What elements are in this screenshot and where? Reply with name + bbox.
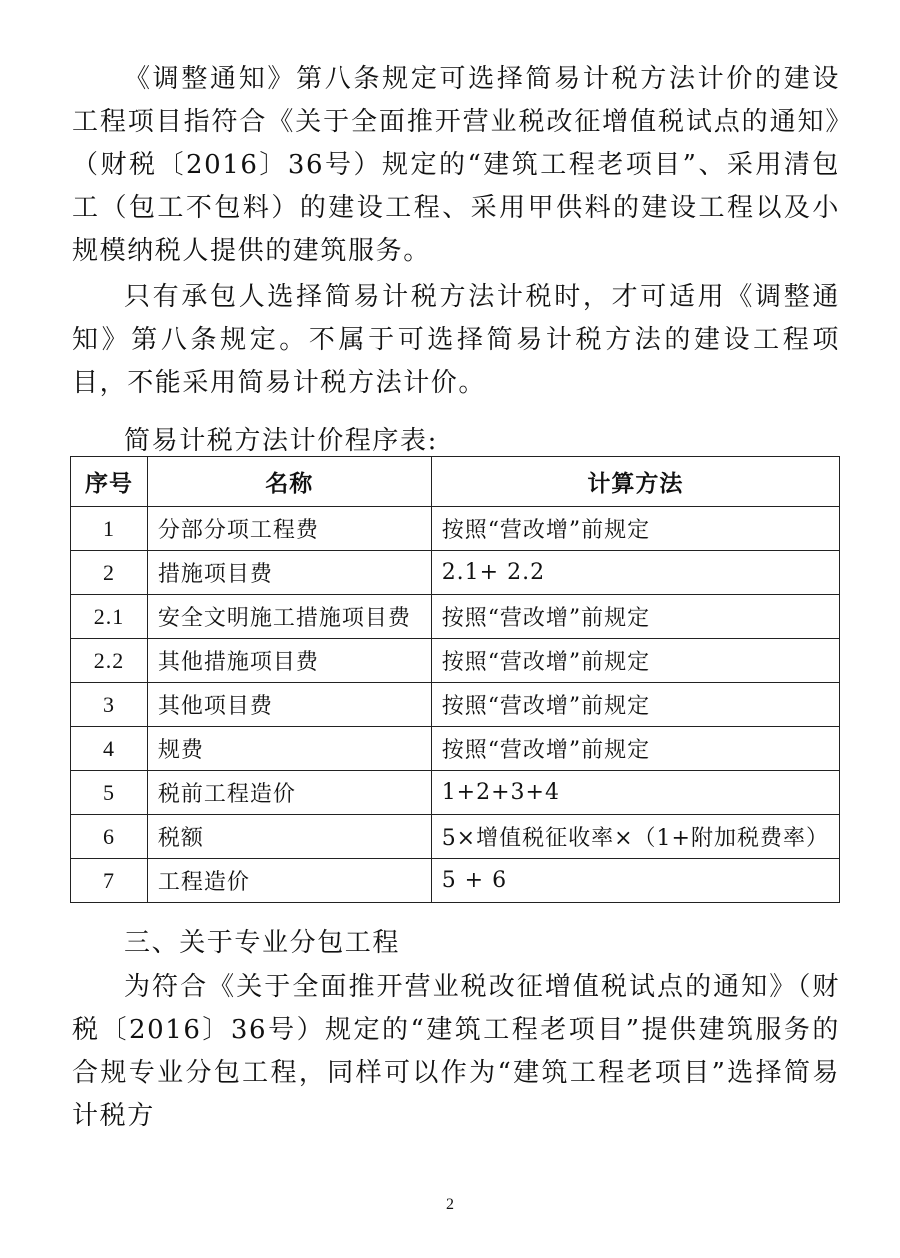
row-name: 税前工程造价: [147, 771, 431, 815]
row-seq: 3: [71, 683, 148, 727]
row-name: 其他项目费: [147, 683, 431, 727]
row-method: 按照“营改增”前规定: [431, 683, 839, 727]
header-method: 计算方法: [431, 457, 839, 507]
row-method: 按照“营改增”前规定: [431, 507, 839, 551]
row-seq: 2.1: [71, 595, 148, 639]
table-row: [71, 595, 840, 639]
row-name: 规费: [147, 727, 431, 771]
table-row: [71, 683, 840, 727]
table-row: [71, 771, 840, 815]
table-header-row: [71, 457, 840, 507]
table-row: [71, 551, 840, 595]
row-seq: 1: [71, 507, 148, 551]
row-name: 分部分项工程费: [147, 507, 431, 551]
table-row: [71, 507, 840, 551]
page-number: 2: [446, 1196, 454, 1213]
row-method: 按照“营改增”前规定: [431, 595, 839, 639]
header-seq: 序号: [71, 457, 148, 507]
section-heading: 三、关于专业分包工程: [124, 928, 401, 958]
table-row: [71, 639, 840, 683]
row-seq: 2: [71, 551, 148, 595]
row-name: 税额: [147, 815, 431, 859]
row-seq: 6: [71, 815, 148, 859]
row-method: 5 + 6: [431, 859, 839, 903]
paragraph-simple-tax-projects: 《调整通知》第八条规定可选择简易计税方法计价的建设工程项目指符合《关于全面推开营业税改征增值税试点的通知》（财税〔2016〕36号）规定的“建筑工程老项目”、采用清包工（包工不包料）的建设工程、采用甲供料的建设工程以及小规模纳税人提供的建筑服务。: [72, 64, 840, 266]
row-name: 安全文明施工措施项目费: [147, 595, 431, 639]
row-method: 按照“营改增”前规定: [431, 727, 839, 771]
row-seq: 2.2: [71, 639, 148, 683]
row-method: 按照“营改增”前规定: [431, 639, 839, 683]
row-seq: 5: [71, 771, 148, 815]
row-name: 工程造价: [147, 859, 431, 903]
row-name: 其他措施项目费: [147, 639, 431, 683]
row-method: 5×增值税征收率×（1+附加税费率）: [431, 815, 839, 859]
row-name: 措施项目费: [147, 551, 431, 595]
row-seq: 7: [71, 859, 148, 903]
row-seq: 4: [71, 727, 148, 771]
header-name: 名称: [147, 457, 431, 507]
table-row: [71, 859, 840, 903]
table-row: [71, 727, 840, 771]
table-row: [71, 815, 840, 859]
paragraph-subcontract: 为符合《关于全面推开营业税改征增值税试点的通知》（财税〔2016〕36号）规定的“建筑工程老项目”提供建筑服务的合规专业分包工程，同样可以作为“建筑工程老项目”选择简易计税方: [72, 972, 840, 1131]
pricing-procedure-table: [70, 456, 840, 903]
row-method: 2.1+ 2.2: [431, 551, 839, 595]
table-caption: 简易计税方法计价程序表:: [124, 426, 438, 456]
row-method: 1+2+3+4: [431, 771, 839, 815]
paragraph-contractor-condition: 只有承包人选择简易计税方法计税时，才可适用《调整通知》第八条规定。不属于可选择简易计税方法的建设工程项目，不能采用简易计税方法计价。: [72, 282, 840, 398]
